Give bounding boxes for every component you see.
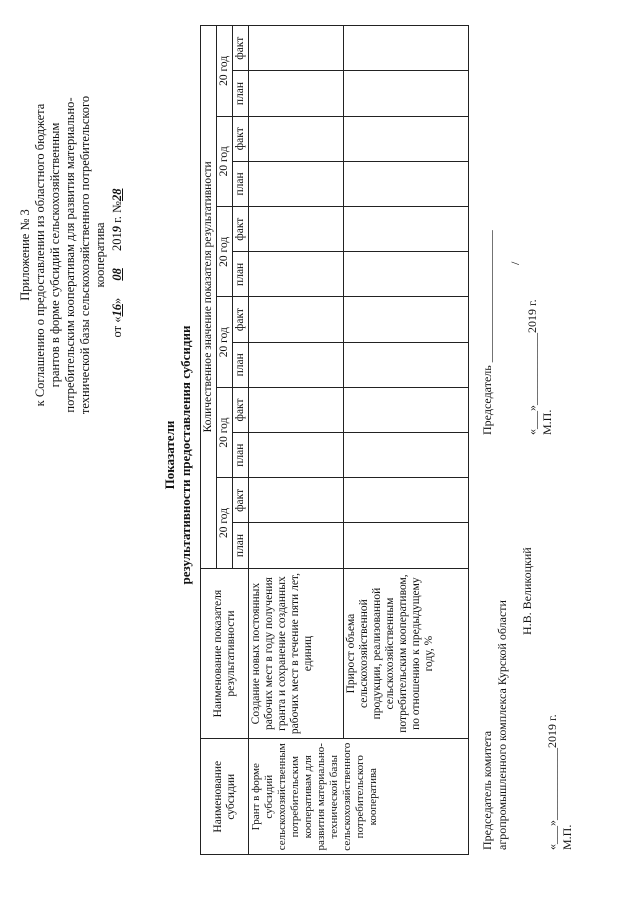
value-cell xyxy=(249,71,344,116)
header-plan: план xyxy=(233,342,249,387)
header-period: 20 год xyxy=(217,478,233,568)
value-cell xyxy=(249,207,344,252)
document-title: Показатели xyxy=(162,420,177,490)
right-signature-block xyxy=(480,230,495,435)
header-fact: факт xyxy=(233,116,249,161)
signer-name: Н.В. Великоцкий xyxy=(520,547,534,635)
annex-block xyxy=(18,25,125,485)
document-subtitle: результативности предоставления субсидии xyxy=(178,325,193,585)
subsidy-cell: Грант в форме субсидий сельскохозяйственным потребительским кооперативам для развития материально-технической базы сельскохозяйственного потребительского кооператива xyxy=(249,739,469,855)
header-indicator-name: Наименование показателя результативности xyxy=(201,568,249,739)
signer-title: Председатель комитета xyxy=(480,730,494,850)
annex-line: к Соглашению о предоставлении из областного бюджета xyxy=(33,103,47,407)
right-stamp-label: М.П. xyxy=(540,409,554,435)
annex-date: от «16» 08 2019 г. №28 xyxy=(110,25,125,485)
annex-line: технической базы сельскохозяйственного потребительского xyxy=(78,95,92,415)
chairman-label: Председатель xyxy=(480,365,494,435)
left-signature-date: «___»____________2019 г. xyxy=(545,714,559,850)
indicator-cell: Прирост объема сельскохозяйственной продукции, реализованной сельскохозяйственным потребительским кооперативом, по отношению к предыдущему году, % xyxy=(344,568,469,739)
annex-line: кооператива xyxy=(93,222,107,288)
value-cell xyxy=(344,252,469,297)
handwritten-year-digit: 9 xyxy=(110,226,124,233)
header-period: 20 год xyxy=(217,26,233,117)
value-cell xyxy=(344,207,469,252)
header-fact: факт xyxy=(233,207,249,252)
header-period: 20 год xyxy=(217,297,233,387)
value-cell xyxy=(249,478,344,523)
value-cell xyxy=(344,71,469,116)
header-fact: факт xyxy=(233,387,249,432)
indicator-cell: Создание новых постоянных рабочих мест в году получения гранта и сохранение созданных рабочих мест в течение пяти лет, единиц xyxy=(249,568,344,739)
header-quantity: Количественное значение показателя результативности xyxy=(201,26,217,569)
value-cell xyxy=(344,297,469,342)
header-period: 20 год xyxy=(217,387,233,477)
header-plan: план xyxy=(233,252,249,297)
indicators-table xyxy=(200,25,469,855)
handwritten-doc-number: 28 xyxy=(110,188,124,202)
signature-slash: / xyxy=(508,261,522,265)
value-cell xyxy=(344,342,469,387)
handwritten-day: 16 xyxy=(110,304,124,317)
value-cell xyxy=(344,161,469,206)
header-fact: факт xyxy=(233,478,249,523)
annex-line: грантов в форме субсидий сельскохозяйственным xyxy=(48,122,62,388)
value-cell xyxy=(249,26,344,71)
table-row xyxy=(344,26,469,855)
annex-line: потребительским кооперативам для развития материально- xyxy=(63,97,77,413)
value-cell xyxy=(249,161,344,206)
value-cell xyxy=(344,26,469,71)
value-cell xyxy=(344,433,469,478)
left-stamp-label: М.П. xyxy=(560,824,574,850)
value-cell xyxy=(344,387,469,432)
header-subsidy-name: Наименование субсидии xyxy=(201,739,249,855)
value-cell xyxy=(344,478,469,523)
header-fact: факт xyxy=(233,26,249,71)
table-row xyxy=(249,26,344,855)
annex-number: Приложение № 3 xyxy=(18,209,32,301)
handwritten-month: 08 xyxy=(110,268,124,281)
value-cell xyxy=(249,387,344,432)
value-cell xyxy=(344,523,469,568)
header-plan: план xyxy=(233,71,249,116)
header-plan: план xyxy=(233,433,249,478)
left-signature-block xyxy=(480,600,510,850)
value-cell xyxy=(249,523,344,568)
header-row xyxy=(201,26,217,855)
value-cell xyxy=(249,252,344,297)
signer-org: агропромышленного комплекса Курской области xyxy=(495,600,509,850)
header-fact: факт xyxy=(233,297,249,342)
right-signature-date: «___»____________2019 г. xyxy=(525,299,539,435)
header-period: 20 год xyxy=(217,207,233,297)
value-cell xyxy=(344,116,469,161)
value-cell xyxy=(249,342,344,387)
header-plan: план xyxy=(233,161,249,206)
header-plan: план xyxy=(233,523,249,568)
value-cell xyxy=(249,116,344,161)
signature-line: ______________________ xyxy=(480,230,494,363)
value-cell xyxy=(249,297,344,342)
header-period: 20 год xyxy=(217,116,233,206)
value-cell xyxy=(249,433,344,478)
